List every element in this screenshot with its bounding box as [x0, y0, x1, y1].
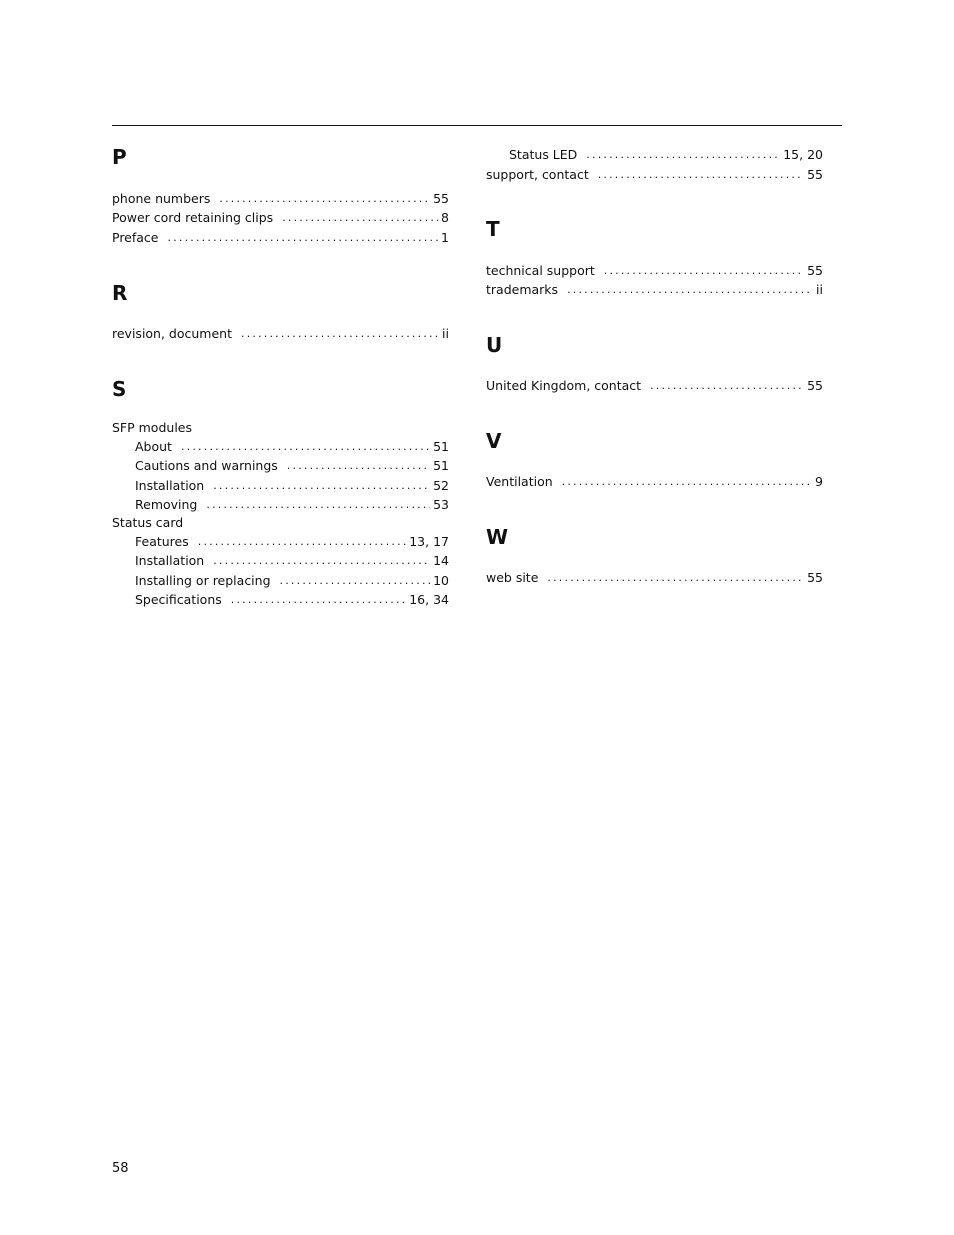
index-entry — [112, 322, 449, 341]
dot-leader — [181, 439, 430, 454]
index-page-ref: 1 — [441, 230, 449, 245]
index-subentry — [135, 549, 449, 568]
section-letter-t: T — [486, 217, 500, 241]
dot-leader — [219, 191, 430, 206]
section-letter-r: R — [112, 281, 128, 305]
index-term: Installation — [135, 553, 205, 568]
section-letter-s: S — [112, 377, 127, 401]
index-term: Ventilation — [486, 474, 553, 489]
index-term: Installing or replacing — [135, 573, 271, 588]
index-page-ref: 10 — [433, 573, 449, 588]
index-page-ref: 16, 34 — [409, 592, 449, 607]
index-entry — [486, 566, 823, 585]
dot-leader — [586, 147, 780, 162]
index-term: web site — [486, 570, 539, 585]
dot-leader — [206, 497, 430, 512]
index-subentry — [135, 569, 449, 588]
index-subentry — [509, 143, 823, 162]
index-term: Removing — [135, 497, 198, 512]
index-subentry — [135, 530, 449, 549]
section-letter-w: W — [486, 525, 509, 549]
dot-leader — [547, 570, 804, 585]
index-page-ref: 55 — [807, 378, 823, 393]
index-subentry — [135, 474, 449, 493]
index-term: About — [135, 439, 172, 454]
dot-leader — [231, 592, 406, 607]
index-subentry — [135, 435, 449, 454]
index-term: Preface — [112, 230, 159, 245]
index-entry — [486, 470, 823, 489]
index-subentry — [135, 588, 449, 607]
dot-leader — [282, 210, 438, 225]
index-page-ref: 53 — [433, 497, 449, 512]
index-subentry — [135, 454, 449, 473]
index-page-ref: ii — [442, 326, 449, 341]
index-term: Status LED — [509, 147, 578, 162]
dot-leader — [280, 573, 431, 588]
index-entry — [486, 163, 823, 182]
dot-leader — [567, 282, 813, 297]
index-page-ref: 51 — [433, 458, 449, 473]
index-page-ref: 15, 20 — [783, 147, 823, 162]
index-entry — [112, 511, 449, 530]
dot-leader — [198, 534, 406, 549]
dot-leader — [213, 478, 430, 493]
index-entry — [486, 374, 823, 393]
index-entry — [112, 206, 449, 225]
index-page-ref: 9 — [815, 474, 823, 489]
index-term: phone numbers — [112, 191, 211, 206]
index-term: support, contact — [486, 167, 589, 182]
dot-leader — [213, 553, 430, 568]
index-entry — [486, 259, 823, 278]
index-page-ref: ii — [816, 282, 823, 297]
index-entry — [486, 278, 823, 297]
index-term: revision, document — [112, 326, 232, 341]
dot-leader — [598, 167, 804, 182]
index-page-ref: 13, 17 — [409, 534, 449, 549]
header-rule — [112, 125, 842, 126]
index-term: trademarks — [486, 282, 559, 297]
dot-leader — [168, 230, 439, 245]
index-term: Status card — [112, 515, 184, 530]
dot-leader — [287, 458, 430, 473]
index-term: Power cord retaining clips — [112, 210, 274, 225]
dot-leader — [562, 474, 812, 489]
index-term: Installation — [135, 478, 205, 493]
index-term: SFP modules — [112, 420, 192, 435]
index-entry — [112, 416, 449, 435]
index-page-ref: 52 — [433, 478, 449, 493]
index-term: United Kingdom, contact — [486, 378, 642, 393]
index-term: Features — [135, 534, 189, 549]
page-number: 58 — [112, 1161, 129, 1176]
index-page-ref: 14 — [433, 553, 449, 568]
dot-leader — [604, 263, 804, 278]
index-page-ref: 55 — [807, 570, 823, 585]
index-entry — [112, 226, 449, 245]
index-page-ref: 55 — [807, 263, 823, 278]
section-letter-v: V — [486, 429, 502, 453]
section-letter-u: U — [486, 333, 503, 357]
index-page-ref: 55 — [433, 191, 449, 206]
index-term: Cautions and warnings — [135, 458, 278, 473]
index-entry — [112, 187, 449, 206]
dot-leader — [650, 378, 804, 393]
index-subentry — [135, 493, 449, 512]
section-letter-p: P — [112, 145, 127, 169]
index-page-ref: 8 — [441, 210, 449, 225]
index-page-ref: 51 — [433, 439, 449, 454]
index-term: technical support — [486, 263, 595, 278]
index-page-ref: 55 — [807, 167, 823, 182]
dot-leader — [241, 326, 439, 341]
index-term: Specifications — [135, 592, 222, 607]
